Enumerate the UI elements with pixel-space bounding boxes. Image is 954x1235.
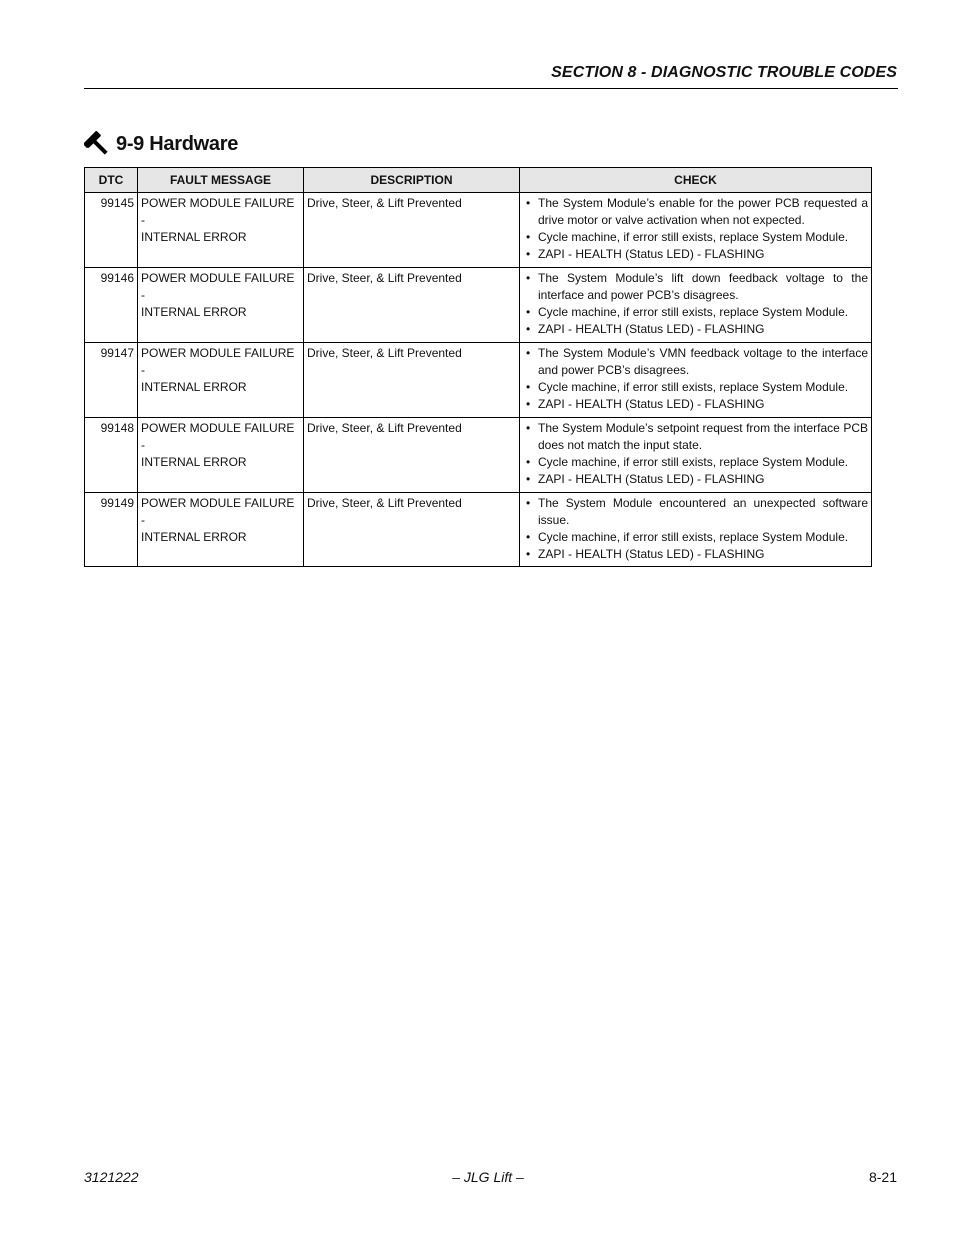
check-item: • ZAPI - HEALTH (Status LED) - FLASHING <box>523 471 868 488</box>
fault-message-line: POWER MODULE FAILURE - <box>141 496 295 527</box>
fault-message-line: POWER MODULE FAILURE - <box>141 421 295 452</box>
dtc-code: 99147 <box>85 343 138 418</box>
check-cell <box>520 418 872 493</box>
check-list <box>523 195 868 263</box>
column-header-dtc: DTC <box>85 168 138 193</box>
check-item: • The System Module’s enable for the power PCB requested a drive motor or valve activation when not expected. <box>523 195 868 229</box>
table-row <box>85 343 872 418</box>
section-heading <box>84 131 238 157</box>
description: Drive, Steer, & Lift Prevented <box>304 418 520 493</box>
check-item: • ZAPI - HEALTH (Status LED) - FLASHING <box>523 321 868 338</box>
check-item: • The System Module encountered an unexpected software issue. <box>523 495 868 529</box>
fault-message-line: POWER MODULE FAILURE - <box>141 196 295 227</box>
footer-publisher: – JLG Lift – <box>452 1169 524 1185</box>
column-header-fault-message: FAULT MESSAGE <box>138 168 304 193</box>
fault-message-line: POWER MODULE FAILURE - <box>141 346 295 377</box>
fault-message-line: INTERNAL ERROR <box>141 380 247 394</box>
fault-message <box>138 193 304 268</box>
check-list <box>523 420 868 488</box>
check-list <box>523 270 868 338</box>
check-item: • ZAPI - HEALTH (Status LED) - FLASHING <box>523 546 868 563</box>
check-list <box>523 495 868 563</box>
description: Drive, Steer, & Lift Prevented <box>304 343 520 418</box>
description: Drive, Steer, & Lift Prevented <box>304 193 520 268</box>
table-row <box>85 268 872 343</box>
dtc-code: 99145 <box>85 193 138 268</box>
fault-message-line: POWER MODULE FAILURE - <box>141 271 295 302</box>
dtc-code: 99148 <box>85 418 138 493</box>
check-item: • The System Module’s setpoint request from the interface PCB does not match the input state. <box>523 420 868 454</box>
footer-page-number: 8-21 <box>868 1169 897 1185</box>
check-item: • The System Module’s lift down feedback voltage to the interface and power PCB’s disagrees. <box>523 270 868 304</box>
check-item: • Cycle machine, if error still exists, replace System Module. <box>523 529 868 546</box>
table-row <box>85 418 872 493</box>
footer-doc-number: 3121222 <box>84 1169 139 1185</box>
check-cell <box>520 493 872 567</box>
check-item: • Cycle machine, if error still exists, replace System Module. <box>523 454 868 471</box>
fault-message <box>138 343 304 418</box>
fault-message <box>138 268 304 343</box>
hammer-icon <box>84 131 110 157</box>
header-divider <box>84 88 898 89</box>
check-item: • Cycle machine, if error still exists, replace System Module. <box>523 304 868 321</box>
check-cell <box>520 268 872 343</box>
fault-message <box>138 493 304 567</box>
fault-message-line: INTERNAL ERROR <box>141 230 247 244</box>
column-header-description: DESCRIPTION <box>304 168 520 193</box>
check-item: • Cycle machine, if error still exists, replace System Module. <box>523 379 868 396</box>
table-header-row <box>85 168 872 193</box>
section-heading-text: 9-9 Hardware <box>116 132 239 155</box>
description: Drive, Steer, & Lift Prevented <box>304 493 520 567</box>
dtc-table <box>84 167 872 567</box>
check-item: • The System Module’s VMN feedback voltage to the interface and power PCB’s disagrees. <box>523 345 868 379</box>
description: Drive, Steer, & Lift Prevented <box>304 268 520 343</box>
check-item: • ZAPI - HEALTH (Status LED) - FLASHING <box>523 396 868 413</box>
fault-message <box>138 418 304 493</box>
dtc-code: 99149 <box>85 493 138 567</box>
fault-message-line: INTERNAL ERROR <box>141 305 247 319</box>
section-header-title: SECTION 8 - DIAGNOSTIC TROUBLE CODES <box>551 64 897 81</box>
check-item: • Cycle machine, if error still exists, replace System Module. <box>523 229 868 246</box>
check-list <box>523 345 868 413</box>
table-row <box>85 193 872 268</box>
dtc-code: 99146 <box>85 268 138 343</box>
column-header-check: CHECK <box>520 168 872 193</box>
fault-message-line: INTERNAL ERROR <box>141 530 247 544</box>
fault-message-line: INTERNAL ERROR <box>141 455 247 469</box>
check-cell <box>520 193 872 268</box>
check-cell <box>520 343 872 418</box>
table-row <box>85 493 872 567</box>
check-item: • ZAPI - HEALTH (Status LED) - FLASHING <box>523 246 868 263</box>
